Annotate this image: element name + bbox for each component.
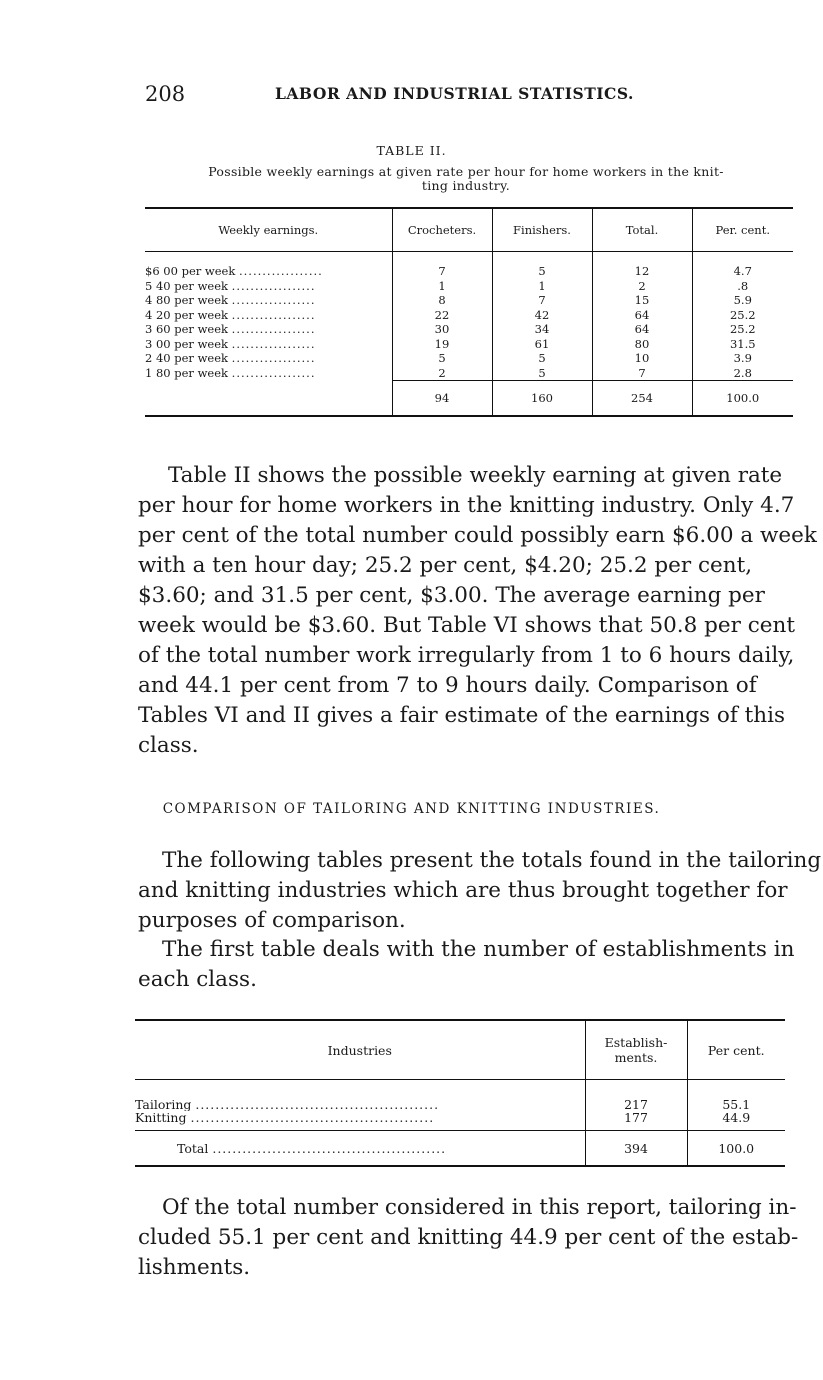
total-label-blank <box>145 381 392 417</box>
table-cell: 80 <box>592 337 692 352</box>
establishments-table <box>135 1019 785 1167</box>
table-cell: 7 <box>392 252 492 279</box>
table-cell: 7 <box>492 293 592 308</box>
table-cell: 8 <box>392 293 492 308</box>
row-label: 1 80 per week .................. <box>145 365 316 380</box>
table-row <box>135 1111 785 1131</box>
page-header <box>145 82 670 110</box>
table-row <box>145 366 793 381</box>
page-number: 208 <box>145 82 186 106</box>
table-cell: 30 <box>392 322 492 337</box>
column-header: Establish- ments. <box>585 1020 687 1080</box>
text-line: Table II shows the possible weekly earning at given rate <box>168 463 783 488</box>
text-line: Tables VI and II gives a fair estimate of the earnings of this <box>138 703 786 728</box>
paragraph-first-table <box>138 935 795 995</box>
table-cell: 12 <box>592 252 692 279</box>
table-cell: 25.2 <box>692 308 793 323</box>
total-cell: 94 <box>392 381 492 417</box>
table-cell: 5 <box>492 351 592 366</box>
text-line: and knitting industries which are thus brought together for <box>138 878 788 903</box>
text-line: The first table deals with the number of establishments in <box>162 937 795 962</box>
text-line: purposes of comparison. <box>138 908 406 933</box>
text-line: each class. <box>138 967 257 992</box>
table-header-row <box>145 208 793 252</box>
table-header-row <box>135 1020 785 1080</box>
table-cell: 10 <box>592 351 692 366</box>
text-line: class. <box>138 733 199 758</box>
text-line: and 44.1 per cent from 7 to 9 hours daily. Comparison of <box>138 673 757 698</box>
row-label: 3 60 per week .................. <box>145 322 316 336</box>
text-line: of the total number work irregularly from 1 to 6 hours daily, <box>138 643 795 668</box>
table-cell: 5 <box>492 366 592 381</box>
row-label: 3 00 per week .................. <box>145 336 316 351</box>
row-label: Tailoring ................................................. <box>135 1097 440 1111</box>
text-line: lishments. <box>138 1255 251 1280</box>
table-cell: 25.2 <box>692 322 793 337</box>
section-heading: COMPARISON OF TAILORING AND KNITTING INDUSTRIES. <box>162 801 661 817</box>
table-cell: 61 <box>492 337 592 352</box>
table-cell: 1 <box>392 279 492 294</box>
table-cell: .8 <box>692 279 793 294</box>
table-cell: 64 <box>592 308 692 323</box>
table-total-row <box>145 381 793 417</box>
table-cell: 1 <box>492 279 592 294</box>
table-cell: 2 <box>392 366 492 381</box>
text-line: cluded 55.1 per cent and knitting 44.9 per cent of the estab- <box>138 1225 799 1250</box>
table-row <box>145 322 793 337</box>
column-header: Per. cent. <box>692 208 793 252</box>
row-label: 4 80 per week .................. <box>145 293 316 307</box>
table-cell: 22 <box>392 308 492 323</box>
column-header: Total. <box>592 208 692 252</box>
table-cell: 177 <box>585 1111 687 1131</box>
table-row <box>145 293 793 308</box>
column-header: Finishers. <box>492 208 592 252</box>
text-line: per cent of the total number could possibly earn $6.00 a week <box>138 523 817 548</box>
table-cell: 44.9 <box>687 1111 785 1131</box>
column-header: Crocheters. <box>392 208 492 252</box>
table-caption-line: Possible weekly earnings at given rate per hour for home workers in the knit- <box>208 164 724 179</box>
text-line: per hour for home workers in the knitting industry. Only 4.7 <box>138 493 795 518</box>
table-caption-line: ting industry. <box>421 178 511 193</box>
total-cell: 100.0 <box>687 1131 785 1167</box>
table-cell: 42 <box>492 308 592 323</box>
table-cell: 2 <box>592 279 692 294</box>
total-cell: 100.0 <box>692 381 793 417</box>
table-cell: 5 <box>392 351 492 366</box>
table-cell: 217 <box>585 1080 687 1112</box>
row-label: Total ............................................... <box>135 1131 585 1167</box>
text-line: $3.60; and 31.5 per cent, $3.00. The average earning per <box>138 583 765 608</box>
table-row <box>145 252 793 279</box>
text-line: The following tables present the totals found in the tailoring <box>162 848 822 873</box>
paragraph-conclusion <box>138 1193 799 1283</box>
total-cell: 394 <box>585 1131 687 1167</box>
table-cell: 64 <box>592 322 692 337</box>
table-title: TABLE II. <box>376 143 447 158</box>
table-cell: 19 <box>392 337 492 352</box>
table-cell: 4.7 <box>692 252 793 279</box>
column-header: Per cent. <box>687 1020 785 1080</box>
table-row <box>145 279 793 294</box>
table-cell: 31.5 <box>692 337 793 352</box>
table-cell: 34 <box>492 322 592 337</box>
table-total-row <box>135 1131 785 1167</box>
text-line: Of the total number considered in this report, tailoring in- <box>162 1195 797 1220</box>
row-label: 2 40 per week .................. <box>145 351 316 365</box>
text-line: with a ten hour day; 25.2 per cent, $4.20; 25.2 per cent, <box>138 553 753 578</box>
column-header: Weekly earnings. <box>145 208 392 252</box>
table-row <box>145 351 793 366</box>
earnings-table <box>145 207 793 417</box>
row-label: Knitting ................................................. <box>135 1111 435 1125</box>
table-cell: 7 <box>592 366 692 381</box>
table-cell: 15 <box>592 293 692 308</box>
running-title: LABOR AND INDUSTRIAL STATISTICS. <box>275 84 634 103</box>
text-line: week would be $3.60. But Table VI shows that 50.8 per cent <box>138 613 796 638</box>
total-cell: 254 <box>592 381 692 417</box>
row-label: 5 40 per week .................. <box>145 278 316 293</box>
table-cell: 3.9 <box>692 351 793 366</box>
table-row <box>135 1080 785 1112</box>
table-cell: 5 <box>492 252 592 279</box>
paragraph-table-ii-analysis <box>138 461 817 761</box>
total-cell: 160 <box>492 381 592 417</box>
table-caption <box>140 165 792 193</box>
paragraph-comparison-intro <box>138 846 822 936</box>
column-header: Industries <box>135 1020 585 1080</box>
row-label: 4 20 per week .................. <box>145 307 316 322</box>
table-cell: 2.8 <box>692 366 793 381</box>
row-label: $6 00 per week .................. <box>145 264 323 278</box>
table-cell: 5.9 <box>692 293 793 308</box>
table-cell: 55.1 <box>687 1080 785 1112</box>
table-row <box>145 308 793 323</box>
table-row <box>145 337 793 352</box>
